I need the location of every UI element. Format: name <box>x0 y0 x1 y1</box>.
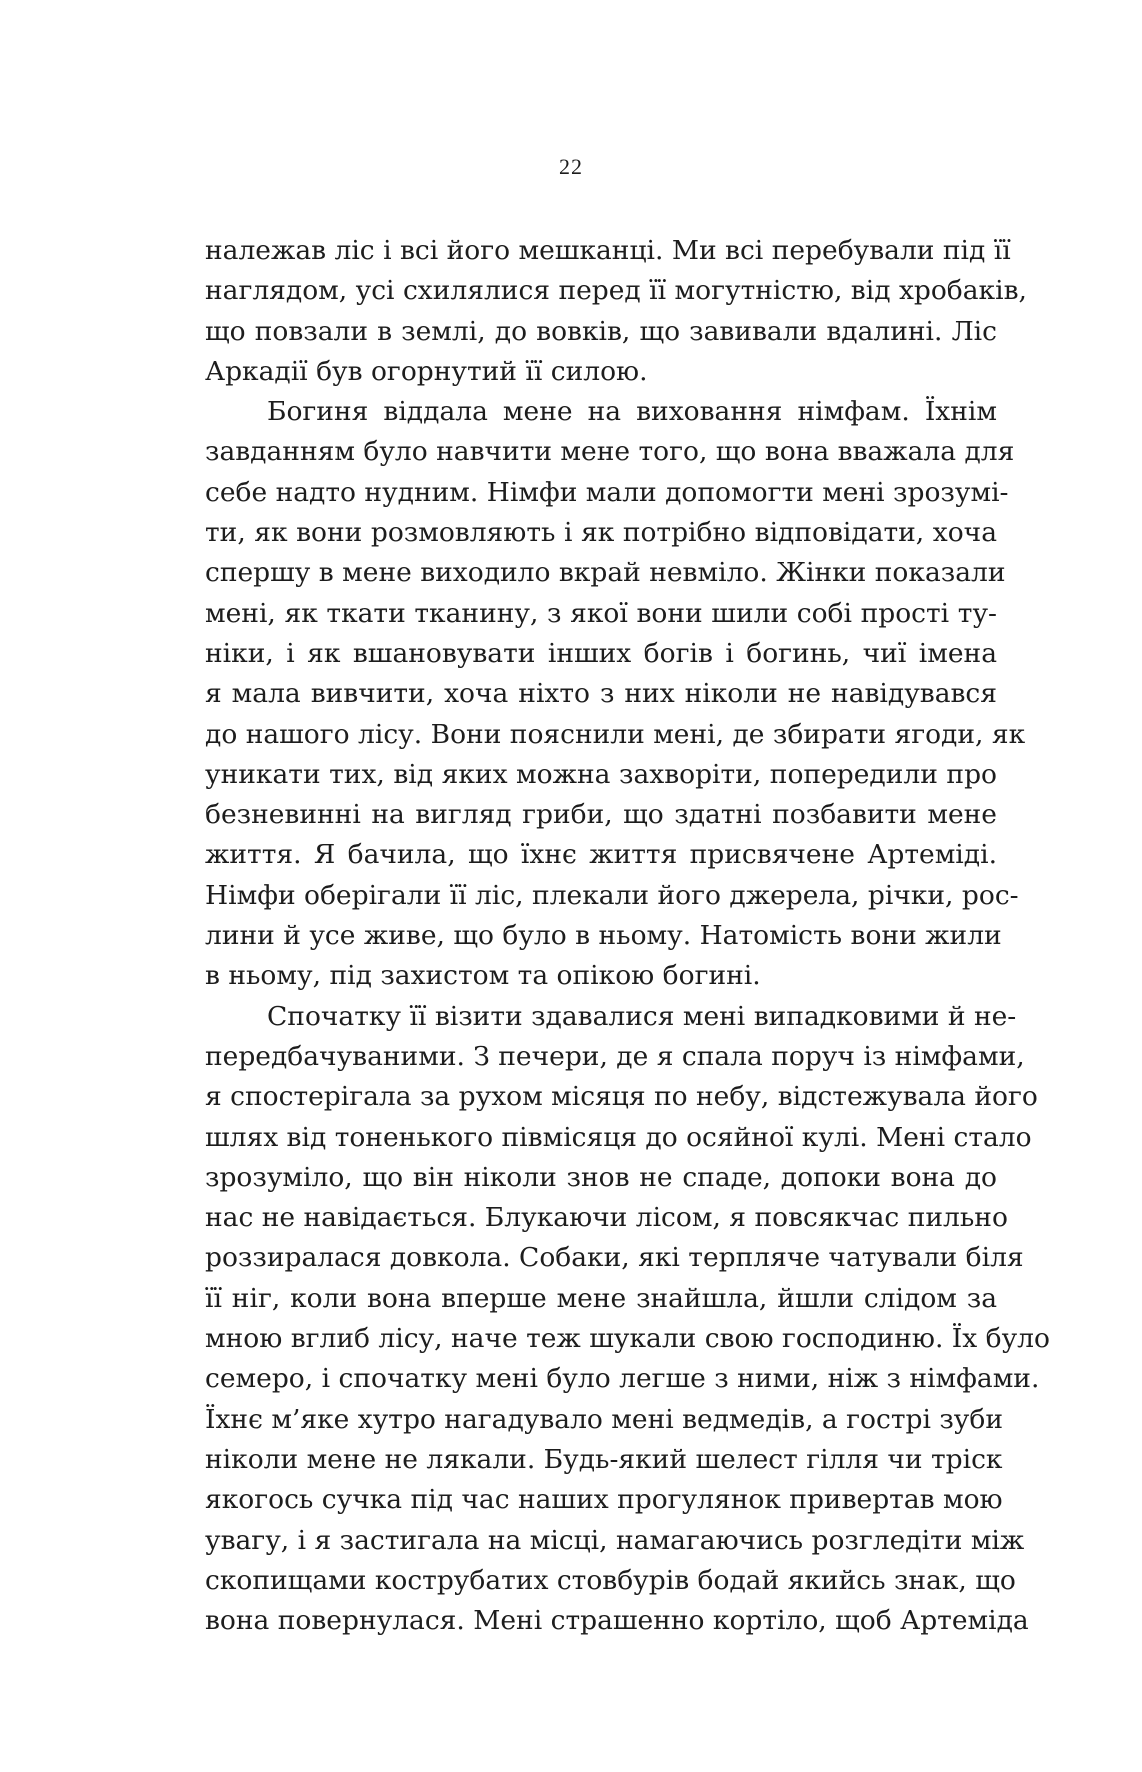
text-line: наглядом, усі схилялися перед її могутністю, від хробаків, <box>205 275 1027 307</box>
text-line: зрозуміло, що він ніколи знов не спаде, допоки вона до <box>205 1161 997 1193</box>
text-line: що повзали в землі, до вовків, що завивали вдалині. Ліс <box>205 315 997 347</box>
page-number: 22 <box>559 154 583 179</box>
text-line: належав ліс і всі його мешканці. Ми всі перебували під її <box>205 235 1011 266</box>
text-line: Аркадії був огорнутий її силою. <box>205 355 648 387</box>
text-line: Спочатку її візити здавалися мені випадковими й не- <box>267 1000 1017 1032</box>
text-line: ніколи мене не лякали. Будь-який шелест гілля чи тріск <box>205 1443 1003 1475</box>
text-line: лини й усе живе, що було в ньому. Натомість вони жили <box>205 920 1002 952</box>
text-line: ти, як вони розмовляють і як потрібно відповідати, хоча <box>205 517 997 549</box>
text-line: вона повернулася. Мені страшенно кортіло, щоб Артеміда <box>205 1605 1029 1637</box>
text-line: в ньому, під захистом та опікою богині. <box>205 960 761 992</box>
text-line: я спостерігала за рухом місяця по небу, відстежувала його <box>205 1081 1038 1113</box>
paragraph <box>205 997 1050 1642</box>
text-line: себе надто нудним. Німфи мали допомогти мені зрозумі- <box>205 476 1009 508</box>
text-line: мені, як ткати тканину, з якої вони шили собі прості ту- <box>205 597 997 629</box>
text-line: завданням було навчити мене того, що вона вважала для <box>205 436 1015 468</box>
text-line: скопищами кострубатих стовбурів бодай якийсь знак, що <box>205 1564 1016 1596</box>
text-line: уникати тих, від яких можна захворіти, попередили про <box>205 758 997 790</box>
text-line: роззиралася довкола. Собаки, які терпляче чатували біля <box>205 1242 1024 1274</box>
text-line: передбачуваними. З печери, де я спала поруч із німфами, <box>205 1040 1025 1072</box>
text-line: мною вглиб лісу, наче теж шукали свою господиню. Їх було <box>205 1323 1050 1355</box>
text-line: спершу в мене виходило вкрай невміло. Жінки показали <box>205 557 1006 589</box>
text-line: увагу, і я застигала на місці, намагаючись розгледіти між <box>205 1524 1025 1556</box>
text-line: ніки, і як вшановувати інших богів і богинь, чиї імена <box>205 637 997 669</box>
text-line: її ніг, коли вона вперше мене знайшла, йшли слідом за <box>205 1282 997 1314</box>
text-line: Їхнє м’яке хутро нагадувало мені ведмедів, а гострі зуби <box>205 1403 1004 1435</box>
text-line: Богиня віддала мене на виховання німфам. Їхнім <box>267 396 997 428</box>
text-line: Німфи оберігали її ліс, плекали його джерела, річки, рос- <box>205 879 1019 911</box>
text-line: до нашого лісу. Вони пояснили мені, де збирати ягоди, як <box>205 718 1026 750</box>
text-line: я мала вивчити, хоча ніхто з них ніколи не навідувався <box>205 678 997 710</box>
paragraph <box>205 231 1027 392</box>
text-line: життя. Я бачила, що їхнє життя присвячене Артеміді. <box>205 839 997 871</box>
paragraph <box>205 392 1026 996</box>
text-line: безневинні на вигляд гриби, що здатні позбавити мене <box>205 799 997 831</box>
text-line: семеро, і спочатку мені було легше з ними, ніж з німфами. <box>205 1363 1040 1395</box>
text-line: шлях від тоненького півмісяця до осяйної кулі. Мені стало <box>205 1121 1032 1153</box>
body-text <box>205 231 1050 1641</box>
text-line: якогось сучка під час наших прогулянок привертав мою <box>205 1484 1003 1516</box>
text-line: нас не навідається. Блукаючи лісом, я повсякчас пильно <box>205 1202 1008 1234</box>
